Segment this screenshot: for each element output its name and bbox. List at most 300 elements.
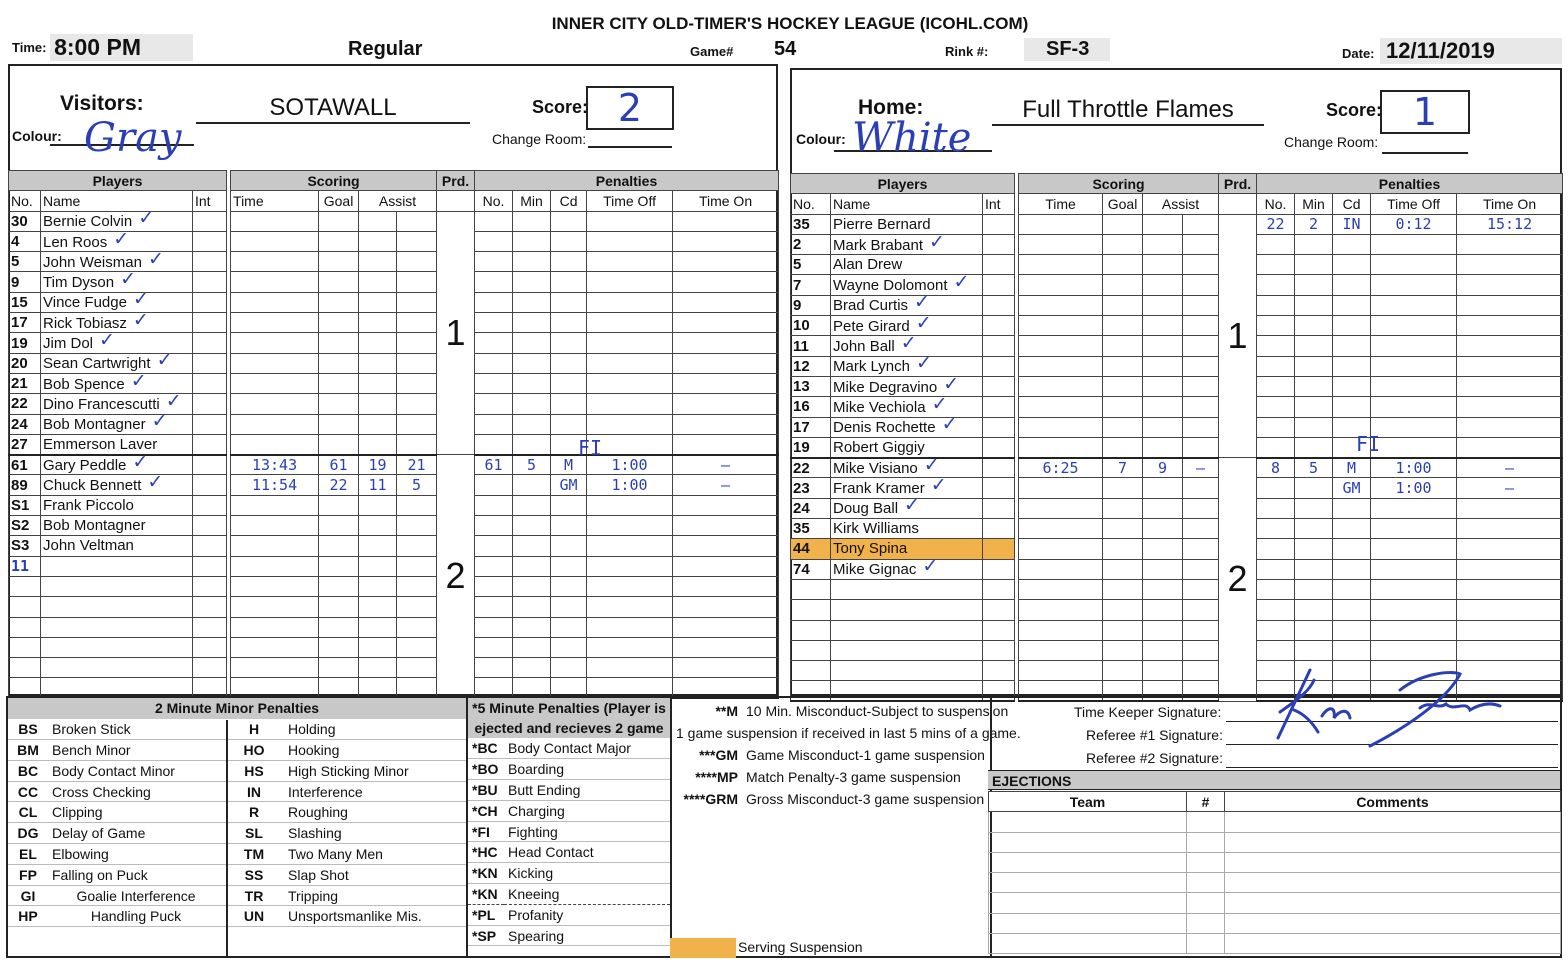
penalty-minutes <box>513 597 551 617</box>
player-name <box>831 600 983 620</box>
penalty-time-off <box>1371 640 1457 660</box>
assist-1 <box>359 313 397 333</box>
goal-time <box>231 434 319 454</box>
goal-time <box>1019 579 1103 599</box>
misconduct-table <box>672 700 1021 810</box>
visitors-team-name: SOTAWALL <box>196 94 470 124</box>
penalty-code: M <box>1333 458 1371 478</box>
ejection-comment <box>1225 913 1561 933</box>
player-number: 35 <box>791 214 831 234</box>
goal-time <box>1019 214 1103 234</box>
assist-1 <box>1143 661 1183 681</box>
penalty-description: Unsportsmanlike Mis. <box>284 906 466 927</box>
penalty-code: M <box>551 455 587 475</box>
goal-time <box>231 637 319 657</box>
player-number: 9 <box>9 272 41 292</box>
assist-1 <box>359 333 397 353</box>
goal-scorer <box>1103 559 1143 579</box>
home-penalty-note: FI <box>1356 432 1381 456</box>
checkmark-icon: ✓ <box>915 315 932 334</box>
penalty-time-off <box>587 373 673 393</box>
assist-1 <box>359 576 397 596</box>
player-name <box>41 333 193 353</box>
player-name-text: Sean Cartwright <box>43 355 151 373</box>
goal-scorer <box>1103 397 1143 417</box>
assist-1 <box>1143 498 1183 518</box>
penalty-time-off <box>587 272 673 292</box>
checkmark-icon: ✓ <box>904 498 920 517</box>
penalty-minutes <box>1295 640 1333 660</box>
table-row <box>791 519 1563 539</box>
penalty-description: Kneeing <box>504 884 670 905</box>
assist-1: 11 <box>359 475 397 495</box>
player-name <box>41 313 193 333</box>
player-name <box>831 498 983 518</box>
player-name-text: Bernie Colvin <box>43 213 133 231</box>
goal-time: 11:54 <box>231 475 319 495</box>
home-colour-label: Colour: <box>796 131 846 147</box>
checkmark-icon: ✓ <box>900 335 917 355</box>
penalty-minutes <box>513 394 551 414</box>
player-number: S3 <box>9 536 41 556</box>
table-row <box>9 394 779 414</box>
penalty-time-on <box>1457 234 1563 254</box>
penalty-code: UN <box>224 906 284 927</box>
penalty-code <box>1333 397 1371 417</box>
player-name-text: Emmerson Laver <box>43 435 158 453</box>
period-2-label: 2 <box>437 455 475 699</box>
player-int <box>983 376 1015 396</box>
player-int <box>983 336 1015 356</box>
penalty-time-on <box>673 373 779 393</box>
player-number: 11 <box>9 556 41 576</box>
ejection-team <box>989 832 1187 852</box>
goal-scorer <box>1103 376 1143 396</box>
penalty-minutes <box>513 576 551 596</box>
table-row <box>791 620 1563 640</box>
checkmark-icon: ✓ <box>99 332 115 352</box>
penalty-code: BM <box>8 740 48 761</box>
penalty-player <box>475 556 513 576</box>
penalty-time-on <box>673 211 779 231</box>
penalty-description: Clipping <box>48 802 224 823</box>
penalty-time-on: — <box>1457 458 1563 478</box>
player-name <box>41 597 193 617</box>
penalty-code <box>1333 498 1371 518</box>
penalty-code: BC <box>8 760 48 781</box>
penalty-time-off <box>587 658 673 678</box>
player-name <box>831 417 983 437</box>
penalty-minutes <box>513 475 551 495</box>
assist-1 <box>359 556 397 576</box>
player-int <box>193 252 227 272</box>
assist-1 <box>1143 559 1183 579</box>
penalty-description: Falling on Puck <box>48 864 224 885</box>
checkmark-icon: ✓ <box>929 234 945 253</box>
penalty-code: TM <box>224 844 284 865</box>
penalty-code: *BU <box>468 780 504 801</box>
goal-time <box>231 414 319 434</box>
table-row <box>791 214 1563 234</box>
penalty-code: *KN <box>468 884 504 905</box>
penalty-minutes <box>1295 316 1333 336</box>
player-number: 21 <box>9 373 41 393</box>
penalty-minutes <box>513 495 551 515</box>
penalty-minutes <box>513 211 551 231</box>
penalty-description: Spearing <box>504 925 670 946</box>
player-number <box>791 600 831 620</box>
assist-2 <box>397 637 437 657</box>
table-row <box>9 313 779 333</box>
assist-2 <box>397 556 437 576</box>
goal-scorer <box>1103 498 1143 518</box>
player-name-text: Doug Ball <box>833 500 899 518</box>
game-label: Game# <box>690 44 734 59</box>
player-name <box>831 620 983 640</box>
col-cd: Cd <box>551 191 587 211</box>
penalty-time-on <box>1457 559 1563 579</box>
penalty-time-on <box>673 516 779 536</box>
assist-2 <box>397 414 437 434</box>
player-name <box>41 252 193 272</box>
player-name-text: Denis Rochette <box>833 419 936 437</box>
visitors-label: Visitors: <box>60 92 144 115</box>
player-int <box>983 519 1015 539</box>
player-name-text: Brad Curtis <box>833 297 909 315</box>
penalty-player <box>475 658 513 678</box>
assist-1 <box>1143 214 1183 234</box>
penalty-description: Boarding <box>504 759 670 780</box>
penalty-description: Tripping <box>284 885 466 906</box>
assist-2 <box>397 536 437 556</box>
col-no: No. <box>9 191 41 211</box>
penalty-code <box>551 414 587 434</box>
col-time: Time <box>1019 194 1103 214</box>
penalty-player <box>1257 234 1295 254</box>
visitors-column-header <box>9 191 779 211</box>
goal-scorer <box>1103 295 1143 315</box>
player-number: 27 <box>9 434 41 454</box>
penalty-minutes <box>1295 559 1333 579</box>
player-number: 20 <box>9 353 41 373</box>
table-row <box>791 316 1563 336</box>
list-item <box>8 906 466 927</box>
goal-time <box>231 658 319 678</box>
penalty-description: 1 game suspension if received in last 5 mins of a game. <box>676 725 1021 741</box>
player-int <box>983 437 1015 457</box>
assist-1 <box>1143 316 1183 336</box>
goal-scorer <box>319 658 359 678</box>
penalty-player <box>475 637 513 657</box>
player-name <box>831 458 983 478</box>
penalty-minutes <box>513 414 551 434</box>
ejection-number <box>1187 812 1225 832</box>
penalty-code: ***GM <box>699 747 738 763</box>
penalty-code <box>1333 600 1371 620</box>
penalty-description: 10 Min. Misconduct-Subject to suspension <box>746 703 1009 719</box>
penalty-code <box>1333 336 1371 356</box>
player-name <box>831 275 983 295</box>
player-number <box>791 620 831 640</box>
player-name-text: Dino Francescutti <box>43 395 160 413</box>
penalty-code: HP <box>8 906 48 927</box>
goal-time <box>231 252 319 272</box>
assist-2 <box>397 373 437 393</box>
home-column-header <box>791 194 1563 214</box>
player-name-text: Rick Tobiasz <box>43 314 127 332</box>
assist-1 <box>1143 417 1183 437</box>
player-number: 35 <box>791 519 831 539</box>
referee2-signature-line <box>1226 767 1558 768</box>
goal-scorer <box>1103 234 1143 254</box>
assist-1 <box>359 434 397 454</box>
goal-time <box>1019 519 1103 539</box>
penalty-code <box>1333 356 1371 376</box>
list-item <box>8 740 466 761</box>
goal-scorer <box>1103 640 1143 660</box>
penalty-code <box>551 495 587 515</box>
ejection-number <box>1187 913 1225 933</box>
list-item <box>8 719 466 740</box>
penalty-player <box>1257 295 1295 315</box>
assist-2 <box>397 597 437 617</box>
player-name <box>41 353 193 373</box>
penalty-time-off <box>1371 417 1457 437</box>
penalty-time-on <box>673 576 779 596</box>
visitors-colour: Gray <box>84 115 182 161</box>
assist-2 <box>1183 437 1219 457</box>
penalty-code: SL <box>224 823 284 844</box>
penalty-description: Goalie Interference <box>48 885 224 906</box>
ejections-team-header: Team <box>989 792 1187 812</box>
penalty-description: Profanity <box>504 904 670 925</box>
checkmark-icon: ✓ <box>130 373 147 392</box>
goal-time <box>1019 275 1103 295</box>
penalty-minutes <box>1295 234 1333 254</box>
penalty-description: Two Many Men <box>284 844 466 865</box>
penalty-player <box>475 394 513 414</box>
penalty-description: Game Misconduct-1 game suspension <box>746 747 985 763</box>
player-name-text: John Ball <box>833 338 895 356</box>
player-name-text: Mark Brabant <box>833 236 924 254</box>
penalty-code <box>551 617 587 637</box>
assist-2: 5 <box>397 475 437 495</box>
penalty-code <box>551 313 587 333</box>
assist-1 <box>359 536 397 556</box>
player-int <box>193 617 227 637</box>
assist-1 <box>359 353 397 373</box>
assist-1 <box>359 414 397 434</box>
assist-2 <box>1183 255 1219 275</box>
goal-time <box>231 333 319 353</box>
player-name <box>41 373 193 393</box>
penalties-header: Penalties <box>1257 174 1563 194</box>
player-number: 61 <box>9 455 41 475</box>
player-number <box>9 658 41 678</box>
rink-label: Rink #: <box>945 44 989 59</box>
list-item <box>468 925 670 946</box>
player-int <box>193 455 227 475</box>
assist-2 <box>1183 559 1219 579</box>
assist-1 <box>1143 376 1183 396</box>
penalty-time-off <box>587 313 673 333</box>
player-name <box>831 559 983 579</box>
penalty-player <box>475 516 513 536</box>
date-value: 12/11/2019 <box>1380 38 1562 64</box>
col-no: No. <box>791 194 831 214</box>
prd-header: Prd. <box>1219 174 1257 194</box>
penalty-code: TR <box>224 885 284 906</box>
table-row <box>9 475 779 495</box>
goal-time <box>231 495 319 515</box>
table-row <box>791 255 1563 275</box>
player-number: 17 <box>791 417 831 437</box>
penalty-code: *KN <box>468 863 504 884</box>
penalty-time-on <box>673 556 779 576</box>
goal-scorer <box>319 516 359 536</box>
player-name <box>831 295 983 315</box>
list-item <box>8 781 466 802</box>
rink-value: SF-3 <box>1024 38 1110 61</box>
player-int <box>193 313 227 333</box>
penalty-code: BS <box>8 719 48 740</box>
player-int <box>983 559 1015 579</box>
home-scoresheet <box>790 173 1563 702</box>
goal-time <box>231 313 319 333</box>
penalty-minutes <box>513 516 551 536</box>
goal-scorer <box>319 252 359 272</box>
player-name <box>41 556 193 576</box>
penalty-time-off <box>587 353 673 373</box>
goal-scorer <box>319 495 359 515</box>
checkmark-icon: ✓ <box>930 477 947 497</box>
penalty-code: CC <box>8 781 48 802</box>
penalty-time-on <box>673 394 779 414</box>
table-row <box>9 414 779 434</box>
player-name <box>41 414 193 434</box>
player-number: 10 <box>791 316 831 336</box>
penalty-code: SS <box>224 864 284 885</box>
penalty-code: *SP <box>468 925 504 946</box>
ejection-number <box>1187 852 1225 872</box>
goal-time <box>231 556 319 576</box>
checkmark-icon: ✓ <box>151 414 168 433</box>
penalty-time-on <box>673 292 779 312</box>
penalty-code <box>1333 620 1371 640</box>
checkmark-icon: ✓ <box>113 231 130 250</box>
players-header: Players <box>9 171 227 191</box>
penalties-header: Penalties <box>475 171 779 191</box>
player-name-text: Robert Giggiy <box>833 438 925 456</box>
time-field <box>12 34 193 61</box>
penalty-minutes <box>513 252 551 272</box>
col-min: Min <box>1295 194 1333 214</box>
penalty-time-off <box>1371 579 1457 599</box>
player-number: 19 <box>9 333 41 353</box>
assist-2 <box>1183 214 1219 234</box>
goal-time <box>1019 356 1103 376</box>
penalty-time-on <box>673 597 779 617</box>
assist-1 <box>1143 397 1183 417</box>
penalty-time-off <box>1371 234 1457 254</box>
ejection-comment <box>1225 832 1561 852</box>
penalty-time-off <box>1371 255 1457 275</box>
player-name-text: Mark Lynch <box>833 358 910 376</box>
assist-1: 19 <box>359 455 397 475</box>
player-name <box>41 272 193 292</box>
player-int <box>193 353 227 373</box>
penalty-player <box>1257 255 1295 275</box>
penalty-player <box>475 576 513 596</box>
assist-2 <box>1183 661 1219 681</box>
player-name <box>41 495 193 515</box>
player-int <box>983 295 1015 315</box>
penalty-time-off <box>1371 397 1457 417</box>
assist-2 <box>1183 600 1219 620</box>
table-row <box>9 455 779 475</box>
penalty-time-off <box>587 231 673 251</box>
home-score: 1 <box>1380 90 1470 134</box>
table-row <box>989 812 1561 832</box>
table-row <box>989 852 1561 872</box>
penalty-time-on <box>1457 336 1563 356</box>
penalty-code: GM <box>1333 478 1371 498</box>
player-name <box>831 579 983 599</box>
penalty-description: Slashing <box>284 823 466 844</box>
penalty-player <box>1257 397 1295 417</box>
goal-scorer <box>1103 661 1143 681</box>
table-row <box>791 437 1563 457</box>
penalty-time-off <box>587 617 673 637</box>
assist-1 <box>1143 336 1183 356</box>
goal-scorer <box>1103 255 1143 275</box>
goal-scorer <box>1103 417 1143 437</box>
checkmark-icon: ✓ <box>132 454 149 474</box>
goal-scorer <box>319 556 359 576</box>
player-name-text: Bob Montagner <box>43 416 146 434</box>
table-row <box>791 559 1563 579</box>
ejection-team <box>989 812 1187 832</box>
checkmark-icon: ✓ <box>132 312 149 331</box>
goal-scorer: 22 <box>319 475 359 495</box>
goal-scorer <box>319 373 359 393</box>
player-name <box>41 576 193 596</box>
assist-1 <box>1143 437 1183 457</box>
date-label: Date: <box>1342 46 1375 61</box>
penalty-code: EL <box>8 844 48 865</box>
player-name <box>831 316 983 336</box>
penalty-time-on <box>673 252 779 272</box>
penalty-minutes <box>1295 600 1333 620</box>
col-time-on: Time On <box>673 191 779 211</box>
penalty-code: DG <box>8 823 48 844</box>
player-name-text: Bob Montagner <box>43 517 146 535</box>
penalty-time-off <box>587 556 673 576</box>
goal-scorer <box>319 211 359 231</box>
assist-1 <box>359 658 397 678</box>
visitors-change-room-label: Change Room: <box>492 131 587 147</box>
penalty-minutes <box>1295 478 1333 498</box>
player-name-text: Mike Vechiola <box>833 398 926 416</box>
player-int <box>983 600 1015 620</box>
visitors-section-header <box>9 171 779 191</box>
list-item <box>468 821 670 842</box>
player-number <box>9 597 41 617</box>
penalty-description: Bench Minor <box>48 740 224 761</box>
penalty-code <box>551 576 587 596</box>
home-label: Home: <box>858 96 924 119</box>
table-row <box>9 272 779 292</box>
